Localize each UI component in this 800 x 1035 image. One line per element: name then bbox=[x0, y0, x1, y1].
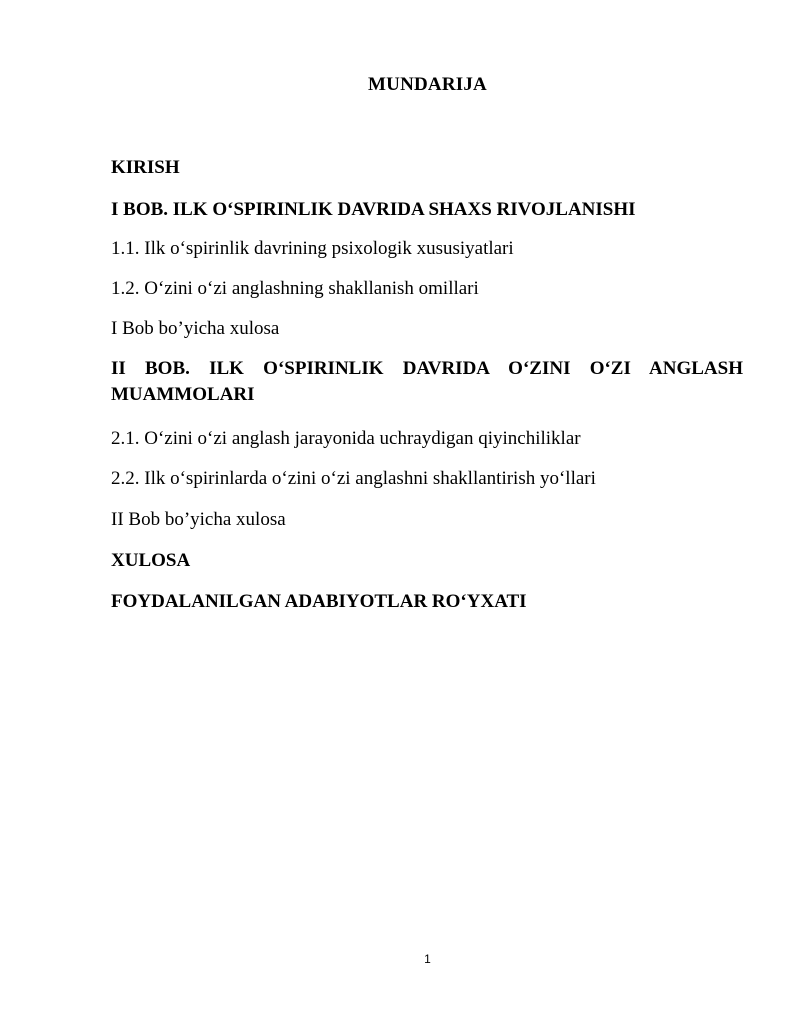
toc-entry-introduction: KIRISH bbox=[111, 157, 180, 178]
page-number: 1 bbox=[424, 952, 431, 966]
toc-entry-section-1-2: 1.2. O‘zini o‘zi anglashning shakllanish omillari bbox=[111, 278, 479, 299]
toc-entry-chapter-2-conclusion: II Bob bo’yicha xulosa bbox=[111, 509, 286, 530]
toc-entry-section-2-2: 2.2. Ilk o‘spirinlarda o‘zini o‘zi anglashni shakllantirish yo‘llari bbox=[111, 468, 596, 489]
toc-entry-references: FOYDALANILGAN ADABIYOTLAR RO‘YXATI bbox=[111, 591, 527, 612]
toc-entry-chapter-2 bbox=[111, 356, 743, 408]
toc-entry-chapter-2-line-2: MUAMMOLARI bbox=[111, 384, 255, 405]
toc-entry-chapter-1-conclusion: I Bob bo’yicha xulosa bbox=[111, 318, 280, 339]
toc-entry-conclusion: XULOSA bbox=[111, 550, 191, 571]
toc-title: MUNDARIJA bbox=[368, 74, 487, 95]
toc-entry-chapter-2-line-1: II BOB. ILK O‘SPIRINLIK DAVRIDA O‘ZINI O‘ZI ANGLASH bbox=[111, 358, 743, 379]
toc-entry-chapter-1: I BOB. ILK O‘SPIRINLIK DAVRIDA SHAXS RIVOJLANISHI bbox=[111, 199, 636, 220]
toc-entry-section-1-1: 1.1. Ilk o‘spirinlik davrining psixologik xususiyatlari bbox=[111, 238, 514, 259]
toc-entry-section-2-1: 2.1. O‘zini o‘zi anglash jarayonida uchraydigan qiyinchiliklar bbox=[111, 428, 581, 449]
